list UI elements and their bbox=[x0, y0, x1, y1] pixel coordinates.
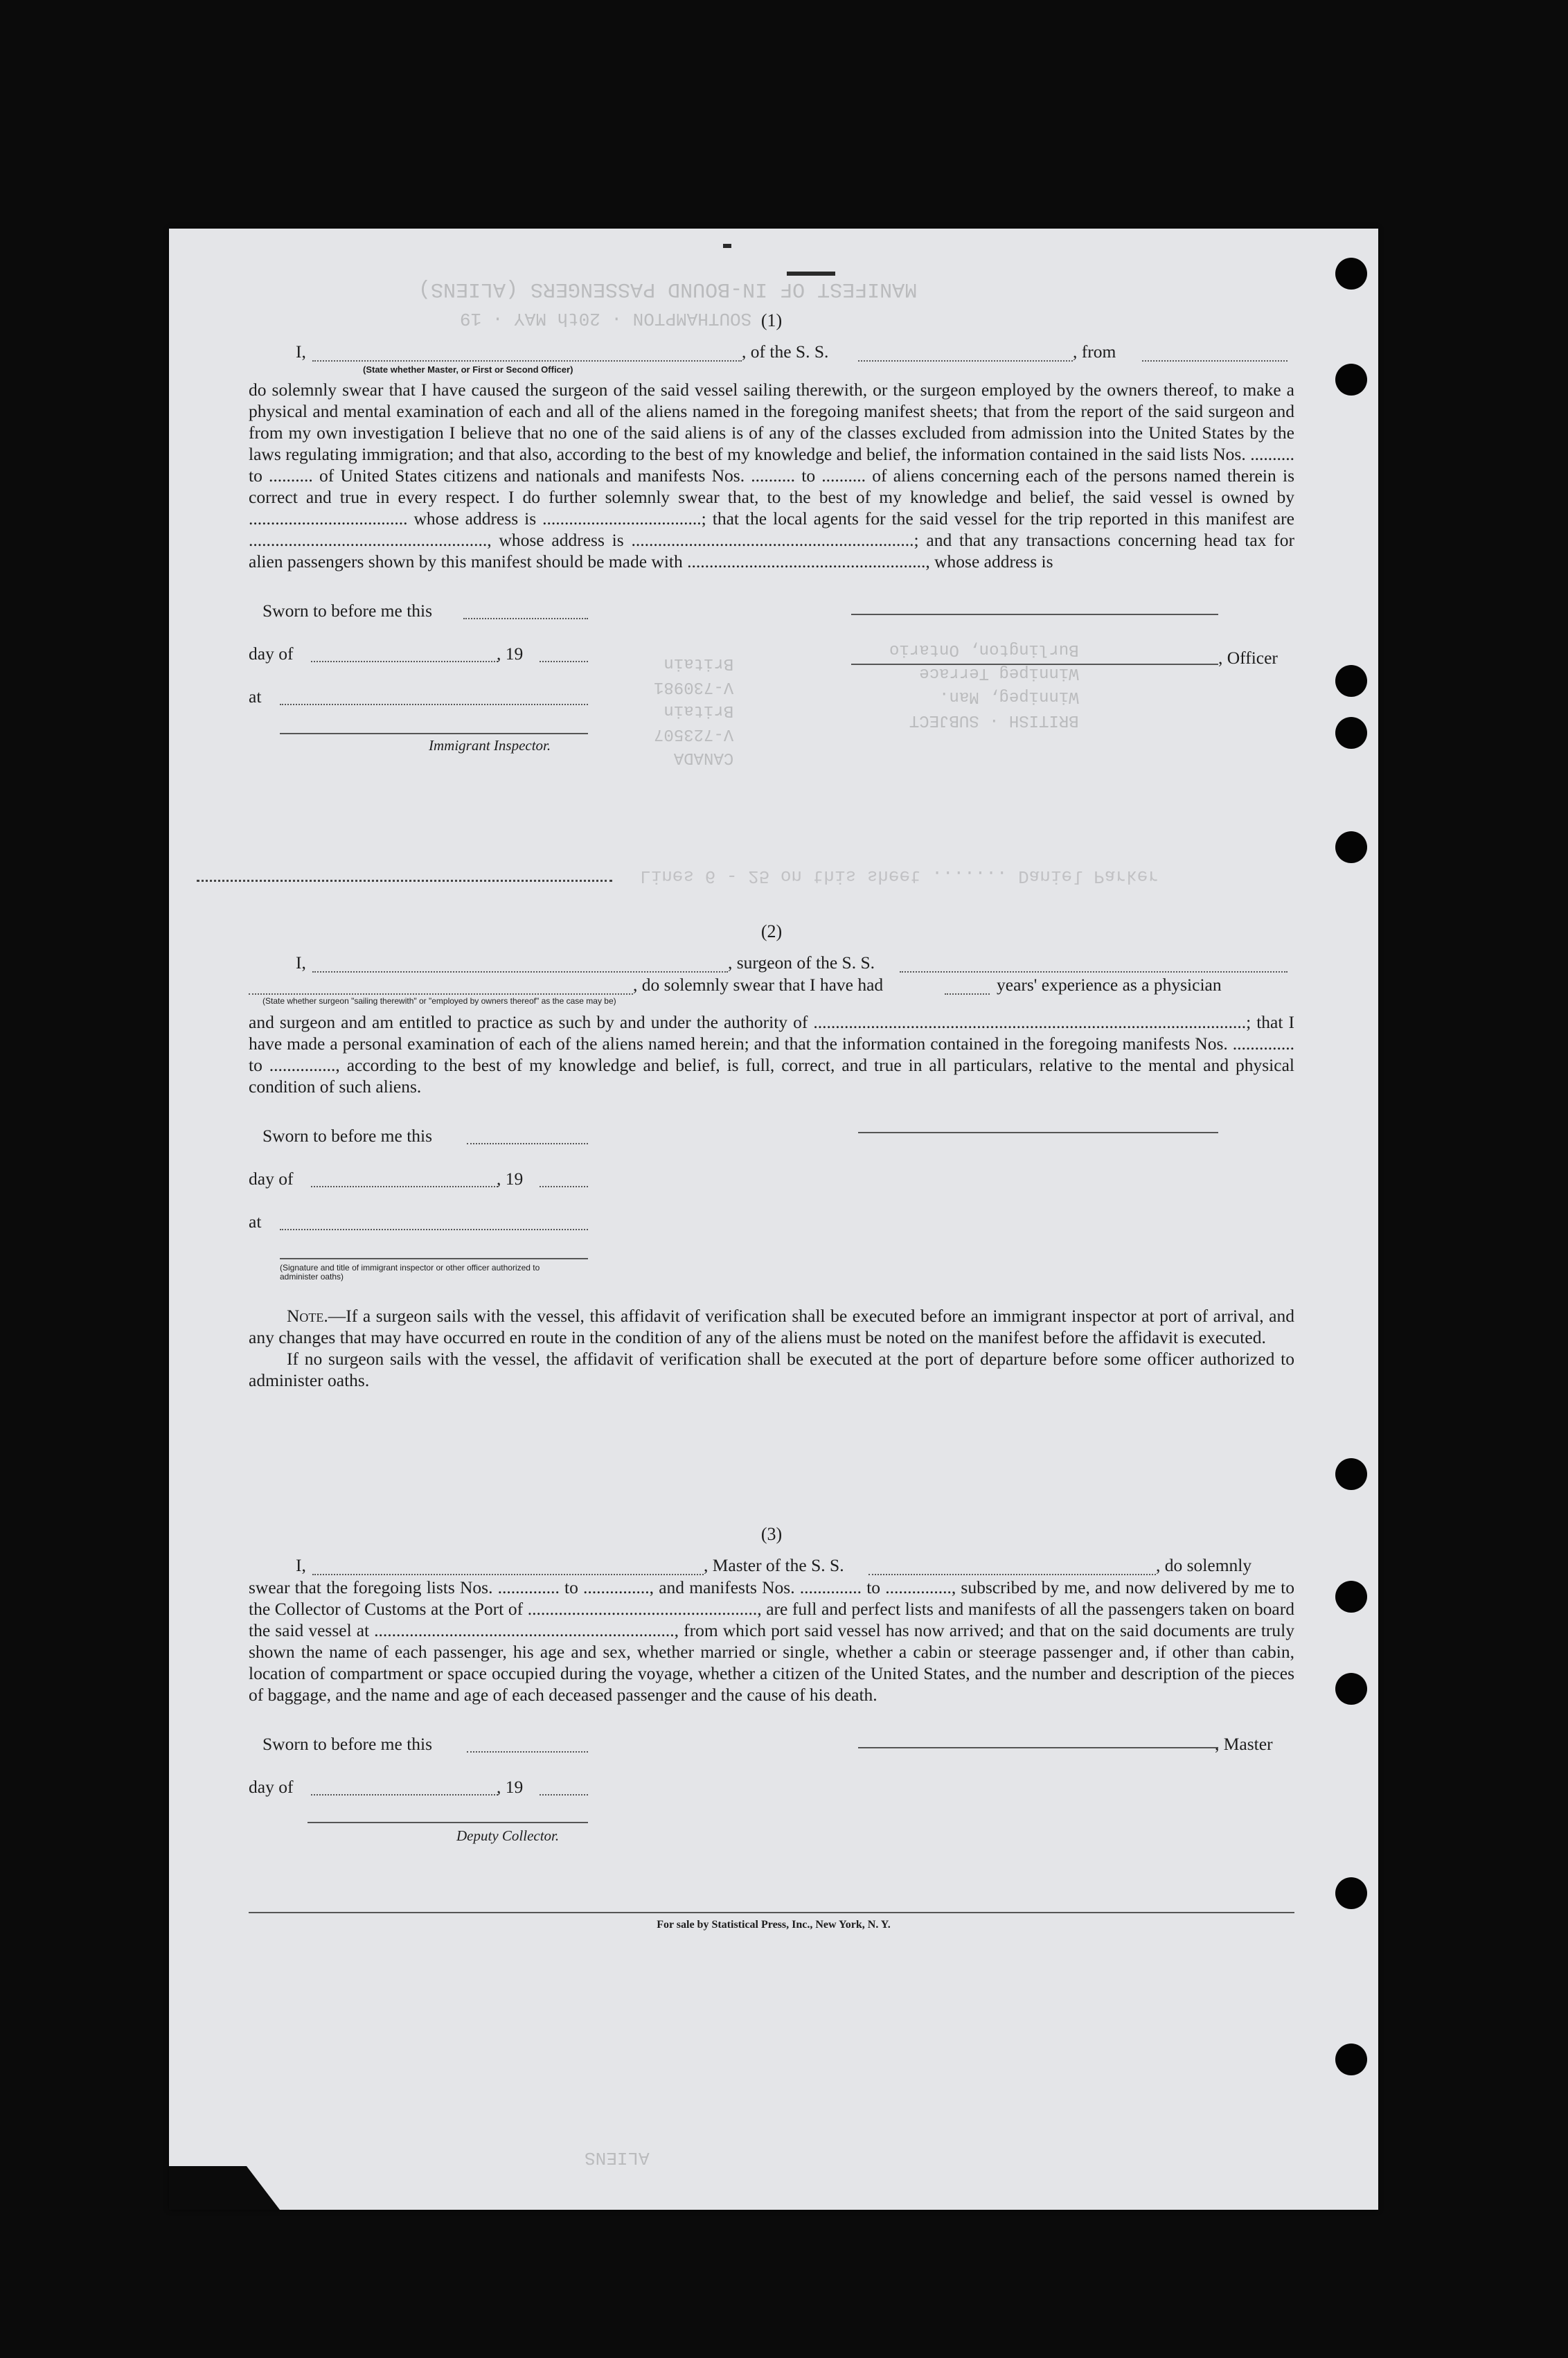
day-of-label: day of bbox=[249, 644, 294, 664]
punch-hole bbox=[1335, 1458, 1367, 1490]
oath-first-line bbox=[249, 341, 1294, 363]
bleed-through-header: MANIFEST OF IN-BOUND PASSENGERS (ALIENS) bbox=[418, 277, 918, 301]
collector-title: Deputy Collector. bbox=[456, 1827, 560, 1844]
officer-signature-line[interactable] bbox=[851, 664, 1218, 665]
sworn-label: Sworn to before me this bbox=[262, 1126, 433, 1146]
punch-hole bbox=[1335, 1877, 1367, 1909]
printer-imprint: For sale by Statistical Press, Inc., New York, N. Y. bbox=[657, 1919, 891, 1931]
section-number: (3) bbox=[760, 1524, 783, 1544]
master-label: , Master bbox=[1215, 1734, 1273, 1754]
year-label: , 19 bbox=[497, 644, 524, 664]
vessel-name-field[interactable] bbox=[858, 348, 1073, 362]
signature-note: (Signature and title of immigrant inspector or other officer authorized to administer oaths) bbox=[280, 1263, 540, 1282]
label-do-solemnly: , do solemnly bbox=[1156, 1555, 1252, 1575]
label-from: , from bbox=[1073, 342, 1116, 362]
footer-rule bbox=[249, 1912, 1294, 1913]
oath-signature-block bbox=[249, 600, 1294, 794]
section-master-oath bbox=[249, 310, 1294, 794]
dotted-mark bbox=[197, 880, 612, 882]
surgeon-vessel-field[interactable] bbox=[900, 959, 1288, 973]
at-label: at bbox=[249, 686, 262, 707]
section-surgeon-oath bbox=[249, 921, 1294, 1391]
month-field[interactable] bbox=[311, 1782, 498, 1796]
year-field[interactable] bbox=[540, 648, 588, 662]
sworn-day-field[interactable] bbox=[463, 605, 588, 619]
punch-hole bbox=[1335, 258, 1367, 290]
surgeon-name-field[interactable] bbox=[312, 959, 728, 973]
top-mark-2 bbox=[723, 244, 731, 248]
label-do-solemnly: , do solemnly swear that I have had bbox=[633, 975, 884, 995]
master-first-line bbox=[249, 1554, 1294, 1577]
surgeon-signature-block bbox=[249, 1125, 1294, 1305]
master-name-field[interactable] bbox=[312, 1561, 704, 1575]
label-years-experience: years' experience as a physician bbox=[997, 975, 1222, 995]
from-port-field[interactable] bbox=[1142, 348, 1288, 362]
punch-hole bbox=[1335, 364, 1367, 396]
note-text-1: —If a surgeon sails with the vessel, this affidavit of verification shall be executed before an immigrant inspector at port of arrival, and any changes that may have occurred en route in the condition of any of the aliens must be noted on the manifest before the affidavit is executed. bbox=[249, 1306, 1294, 1347]
officer-name-field[interactable] bbox=[312, 348, 742, 362]
officer-label: , Officer bbox=[1218, 648, 1278, 668]
year-label: , 19 bbox=[497, 1169, 524, 1189]
bleed-through-block: BRITISH · SUBJECT Winnipeg, Man. Winnipeg Terrace Burlington, Ontario bbox=[889, 640, 1079, 729]
surgeon-state-note: (State whether surgeon "sailing therewith" or "employed by owners thereof" as the case may be) bbox=[262, 996, 616, 1006]
label-surgeon-of-ss: , surgeon of the S. S. bbox=[728, 952, 875, 973]
year-field[interactable] bbox=[540, 1173, 588, 1187]
section-master-list-oath bbox=[249, 1524, 1294, 1899]
year-label: , 19 bbox=[497, 1777, 524, 1797]
label-of-ss: , of the S. S. bbox=[742, 342, 829, 362]
surgeon-capacity-field[interactable] bbox=[249, 981, 633, 995]
punch-hole bbox=[1335, 665, 1367, 697]
manifest-affidavit-page bbox=[169, 229, 1378, 2210]
month-field[interactable] bbox=[311, 648, 498, 662]
surgeon-first-line bbox=[249, 952, 1294, 974]
surgeon-second-line bbox=[249, 974, 1294, 996]
years-field[interactable] bbox=[945, 981, 990, 995]
bleed-through-footer: ALIENS bbox=[585, 2147, 650, 2168]
section-number: (2) bbox=[760, 921, 783, 941]
punch-hole bbox=[1335, 717, 1367, 749]
oath-body: do solemnly swear that I have caused the surgeon of the said vessel sailing therewith, or the surgeon employed by the owners thereof, to make a physical and mental examination of each and all of the aliens named in the foregoing manifest sheets; that from the report of the said surgeon and from my own investigation I believe that no one of the said aliens is of any of the classes excluded from admission into the United States by the laws regulating immigration; and that also, according to the best of my knowledge and belief, the information contained in the said lists Nos. .......... to .......... of United States citizens and nationals and manifests Nos. .......... to .......... of aliens concerning each of the persons named therein is correct and true in every respect. I do further solemnly swear that, to the best of my knowledge and belief, the said vessel is owned by .................................... whose address is ....................................; that the local agents for the said vessel for the trip reported in this manifest are ......................................................, whose address is ................................................................; and that any transactions concerning head tax for alien passengers shown by this manifest should be made with ......................................................, whose address is bbox=[249, 380, 1294, 571]
collector-signature-line[interactable] bbox=[308, 1822, 588, 1823]
state-note: (State whether Master, or First or Second Officer) bbox=[363, 364, 573, 375]
bleed-through-mid: Lines 6 - 25 on this sheet ....... Daniel Parker bbox=[640, 866, 1159, 887]
at-place-field[interactable] bbox=[280, 1216, 588, 1230]
label-i: I, bbox=[296, 1555, 306, 1575]
section-number: (1) bbox=[760, 310, 783, 330]
sworn-label: Sworn to before me this bbox=[262, 1734, 433, 1754]
label-i: I, bbox=[296, 952, 306, 973]
surgeon-body: and surgeon and am entitled to practice as such by and under the authority of ..................................................................................................; that I have made a personal examination of each of the aliens named herein; and that the information contained in the foregoing manifests Nos. .............. to ..............., according to the best of my knowledge and belief, is full, correct, and true in all particulars, relative to the mental and physical condition of such aliens. bbox=[249, 1012, 1294, 1097]
master-body: swear that the foregoing lists Nos. .............. to ..............., and manifests Nos. .............. to ..............., subscribed by me, and now delivered by me to the Collector of Customs at the Port of ...................................................., are full and perfect lists and manifests of all the passengers taken on board the said vessel at ...................................................................., from which port said vessel has now arrived; and that on the said documents are truly shown the name of each passenger, his age and sex, whether married or single, whether a cabin or steerage passenger and, if other than cabin, location of compartment or space occupied during the voyage, whether a citizen of the United States, and the number and description of the pieces of baggage, and the name and age of each deceased passenger and the cause of his death. bbox=[249, 1577, 1294, 1705]
punch-hole bbox=[1335, 1673, 1367, 1705]
sworn-day-field[interactable] bbox=[467, 1131, 588, 1144]
surgeon-note bbox=[249, 1305, 1294, 1348]
punch-hole bbox=[1335, 2044, 1367, 2075]
at-place-field[interactable] bbox=[280, 691, 588, 705]
label-i: I, bbox=[296, 342, 306, 362]
master-signature-line[interactable] bbox=[858, 1747, 1218, 1748]
label-master-of-ss: , Master of the S. S. bbox=[704, 1555, 844, 1575]
sworn-label: Sworn to before me this bbox=[262, 601, 433, 621]
punch-hole bbox=[1335, 831, 1367, 863]
year-field[interactable] bbox=[540, 1782, 588, 1796]
master-vessel-field[interactable] bbox=[868, 1561, 1156, 1575]
month-field[interactable] bbox=[311, 1173, 498, 1187]
surgeon-signature-line[interactable] bbox=[858, 1132, 1218, 1133]
officer-line-1[interactable] bbox=[851, 614, 1218, 615]
officer-signature-line[interactable] bbox=[280, 1258, 588, 1259]
day-of-label: day of bbox=[249, 1777, 294, 1797]
at-label: at bbox=[249, 1212, 262, 1232]
top-mark bbox=[787, 272, 835, 276]
note-label: Note. bbox=[287, 1306, 328, 1326]
torn-corner bbox=[169, 2113, 280, 2210]
bleed-through-block-2: CANADA V-723507 Britain V-730981 Britain bbox=[654, 654, 734, 767]
day-of-label: day of bbox=[249, 1169, 294, 1189]
sworn-day-field[interactable] bbox=[467, 1739, 588, 1753]
punch-hole bbox=[1335, 1581, 1367, 1613]
inspector-title: Immigrant Inspector. bbox=[429, 737, 551, 754]
master-signature-block bbox=[249, 1733, 1294, 1899]
surgeon-note-2: If no surgeon sails with the vessel, the affidavit of verification shall be executed at the port of departure before some officer authorized to administer oaths. bbox=[249, 1349, 1294, 1390]
inspector-signature-line[interactable] bbox=[280, 733, 588, 734]
bleed-through-subheader: SOUTHAMPTON · 20th MAY · 19 bbox=[460, 308, 752, 329]
